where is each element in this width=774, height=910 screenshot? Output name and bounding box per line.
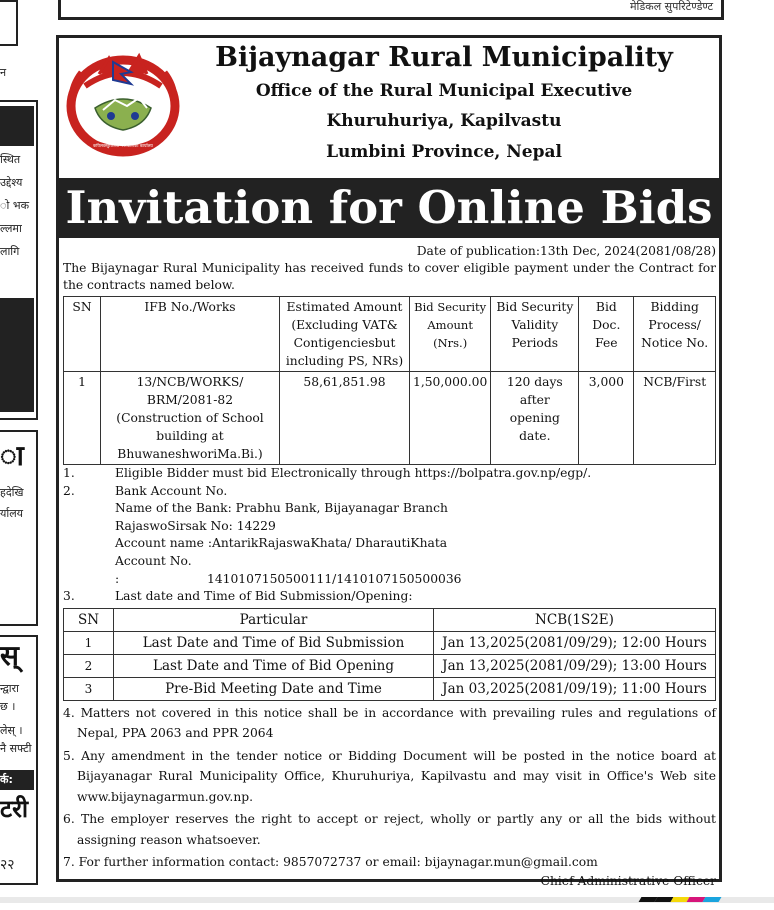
list-item xyxy=(63,588,716,606)
note-item: 5. Any amendment in the tender notice or Bidding Document will be posted in the notice board at Bijayanagar Rural Municipality Office, Khuruhuriya, Kapilvastu and may visit in Office's Web site www.bijaynagarmun.gov.np. xyxy=(63,748,716,804)
signature: Chief Administrative Officer xyxy=(540,873,716,888)
header-fee: Bid Doc. Fee xyxy=(579,297,634,372)
header-particular: Particular xyxy=(114,608,434,631)
account-number-label: Account No. : xyxy=(115,553,192,586)
left-fragment-line: न्द्वारा xyxy=(0,682,19,695)
cell-sn: 2 xyxy=(64,654,114,677)
left-fragment-line: उद्देश्य xyxy=(0,176,23,189)
rajaswo-sirsak: RajaswoSirsak No: 14229 xyxy=(115,518,276,533)
table-row xyxy=(64,372,716,465)
color-swatch xyxy=(703,897,722,902)
header-amount: Estimated Amount (Excluding VAT& Contigenciesbut including PS, NRs) xyxy=(280,297,410,372)
registration-color-bar xyxy=(640,897,720,902)
item-number: 3. xyxy=(63,589,75,604)
notice-title: Invitation for Online Bids xyxy=(59,178,719,238)
cell-fee: 3,000 xyxy=(579,372,634,465)
left-fragment-line: र्क: xyxy=(0,773,13,786)
cell-particular: Last Date and Time of Bid Opening xyxy=(114,654,434,677)
left-fragment-heading: स् xyxy=(0,639,19,672)
cell-date: Jan 13,2025(2081/09/29); 13:00 Hours xyxy=(434,654,716,677)
header-validity: Bid Security Validity Periods xyxy=(491,297,579,372)
bids-table-header xyxy=(64,297,716,372)
intro-paragraph: The Bijaynagar Rural Municipality has received funds to cover eligible payment under the Contract for the contracts named below. xyxy=(63,261,716,292)
notice-header xyxy=(59,38,719,178)
adjacent-column-fragment xyxy=(0,0,40,910)
cell-particular: Last Date and Time of Bid Submission xyxy=(114,631,434,654)
left-black-block xyxy=(0,106,34,146)
top-adjacent-notice xyxy=(58,0,724,20)
cell-sn: 3 xyxy=(64,677,114,700)
cell-sn: 1 xyxy=(64,631,114,654)
cell-date: Jan 13,2025(2081/09/29); 12:00 Hours xyxy=(434,631,716,654)
left-fragment-line: लेस् । xyxy=(0,724,23,737)
office-location: Khuruhuriya, Kapilvastu xyxy=(326,111,562,131)
note-item: 7. For further information contact: 9857072737 or email: bijaynagar.mun@gmail.com xyxy=(63,855,598,870)
left-fragment-heading: ा xyxy=(0,439,24,472)
account-name: Account name :AntarikRajaswaKhata/ DharautiKhata xyxy=(115,536,448,551)
table-row xyxy=(64,631,716,654)
left-fragment-line: हदेखि xyxy=(0,486,24,499)
cell-process: NCB/First xyxy=(634,372,716,465)
nepal-emblem-icon xyxy=(65,50,181,158)
left-black-block xyxy=(0,298,34,412)
left-fragment-line: ो भक xyxy=(0,199,30,212)
header-sn: SN xyxy=(64,297,101,372)
header-sn: SN xyxy=(64,608,114,631)
left-fragment-line: नै सफ्टी xyxy=(0,742,32,755)
bank-name: Name of the Bank: Prabhu Bank, Bijayanagar Branch xyxy=(115,501,448,516)
item-number: 1. xyxy=(63,466,75,480)
left-fragment-line: लागि xyxy=(0,245,20,258)
item-text: Eligible Bidder must bid Electronically through https://bolpatra.gov.np/egp/. xyxy=(115,466,592,480)
header-process: Bidding Process/ Notice No. xyxy=(634,297,716,372)
left-frame-top xyxy=(0,0,18,46)
account-number-line xyxy=(63,553,716,588)
schedule-table xyxy=(63,608,716,701)
header-ifb: IFB No./Works xyxy=(101,297,280,372)
cell-particular: Pre-Bid Meeting Date and Time xyxy=(114,677,434,700)
cell-validity: 120 days after opening date. xyxy=(491,372,579,465)
emblem-ribbon-text: कपिलवस्तुजिल्ला नगरपालिका कार्यालय xyxy=(93,143,153,148)
bids-table xyxy=(63,296,716,465)
publication-date: Date of publication:13th Dec, 2024(2081/08/28) xyxy=(416,244,716,258)
item-number: 2. xyxy=(63,483,75,498)
item-text: Bank Account No. xyxy=(115,483,228,498)
list-item xyxy=(63,483,716,501)
top-fragment-text: मेडिकल सुपरिटेण्डेण्ट xyxy=(629,0,713,13)
left-fragment-line: ल्लमा xyxy=(0,222,22,235)
bid-notice xyxy=(56,35,722,888)
left-fragment-line: छ । xyxy=(0,700,16,713)
cell-ifb: 13/NCB/WORKS/ BRM/2081-82 (Construction of School building at BhuwaneshworiMa.Bi.) xyxy=(101,372,280,465)
cell-security: 1,50,000.00 xyxy=(410,372,491,465)
header-security: Bid Security Amount (Nrs.) xyxy=(410,297,491,372)
cell-sn: 1 xyxy=(64,372,101,465)
cell-amount: 58,61,851.98 xyxy=(280,372,410,465)
schedule-table-header xyxy=(64,608,716,631)
left-fragment-line: २२ xyxy=(0,857,15,873)
note-item: 6. The employer reserves the right to accept or reject, wholly or partly any or all the bids without assigning reason whatsoever. xyxy=(63,812,716,847)
office-province: Lumbini Province, Nepal xyxy=(326,142,562,162)
notes-list xyxy=(63,703,716,873)
office-name: Office of the Rural Municipal Executive xyxy=(255,81,633,101)
cell-date: Jan 03,2025(2081/09/19); 11:00 Hours xyxy=(434,677,716,700)
account-number: 1410107150500111/1410107150500036 xyxy=(207,571,462,586)
left-fragment-small: न xyxy=(0,66,7,79)
list-item xyxy=(63,465,716,483)
header-ncb: NCB(1S2E) xyxy=(434,608,716,631)
table-row xyxy=(64,677,716,700)
note-item: 4. Matters not covered in this notice shall be in accordance with prevailing rules and regulations of Nepal, PPA 2063 and PPR 2064 xyxy=(63,705,716,741)
left-fragment-heading: टरी xyxy=(0,795,29,823)
notice-body xyxy=(63,243,716,889)
left-fragment-line: स्थित xyxy=(0,153,21,166)
left-fragment-line: र्यालय xyxy=(0,507,24,520)
item-text: Last date and Time of Bid Submission/Opening: xyxy=(115,589,413,604)
org-name: Bijaynagar Rural Municipality xyxy=(215,42,673,73)
instructions-list xyxy=(63,465,716,606)
left-frame-bottom xyxy=(0,635,38,885)
table-row xyxy=(64,654,716,677)
